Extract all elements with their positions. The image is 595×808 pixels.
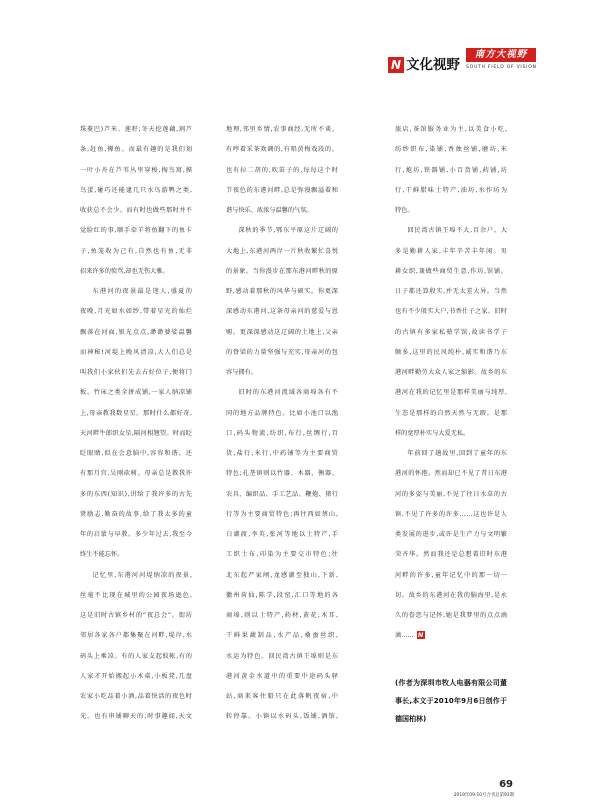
text-line: 镇,不见了许多的许多……这也许是人: [395, 510, 508, 518]
text-line: 一叶小舟在芦苇丛里穿梭,掏鸟窝,摸: [80, 166, 193, 174]
text-line: 旅店,茶馆服务业为主,以美食小吃,: [395, 126, 509, 133]
text-line: 人家才开始搬起小木桌,小板凳,几盘: [80, 672, 193, 680]
text-line: 港河黄金水道中的重要中途码头驿: [226, 672, 340, 680]
text-line: 耕女织,兼做些商贸生意,作坊,馆铺。: [395, 267, 508, 275]
text-line: 地理,邻里乡情,农事商经,无所不谈。: [226, 126, 339, 133]
text-line: 年的启蒙与早教。多少年过去,我至今: [80, 531, 193, 538]
text-line: 纺纱织布,染铺,香烛丝铺,磨坊,米: [395, 146, 509, 154]
text-line: 上,母亲教我数星星。那时什么都好奇,: [80, 409, 193, 417]
issue-info: 2019年09-10月合刊总第93期: [453, 793, 514, 798]
paragraph: [226, 383, 338, 727]
brand-name-banner: 南方大视野: [466, 48, 536, 62]
text-line: 颇多,这里的民风纯朴,诚实和谐乃东: [395, 348, 508, 356]
text-line: 样的宽厚朴实与大爱无私。: [395, 429, 470, 437]
text-line: 眨眼睛,似在会意脑中,容容和谐。还: [80, 450, 193, 457]
text-line: 年前回了趟故里,回到了童年的东: [407, 450, 508, 457]
text-line: 邻居各家各户都集聚在河畔,堤岸,水: [80, 632, 193, 640]
text-line: 也有拉二胡的,吹笛子的,每每这个时: [226, 166, 339, 174]
paragraph: [80, 282, 192, 566]
text-line: 子,鱼笼收为己有,自然也有鱼,无非: [80, 247, 194, 255]
text-line: 收获总不会少。而有时也做些那时并不: [80, 207, 193, 214]
text-line: 同的地方品牌特色。比如小池口以渔: [226, 409, 339, 417]
text-line: 节夜色的东港河畔,总是弥漫飘溢着和: [226, 186, 339, 194]
text-line: 的古镇有多家私塾学馆,故读书学子: [395, 328, 509, 336]
text-line: 工织土布,印染为主要交市特色;往: [226, 551, 340, 559]
text-line: 赐。更深深感动这辽阔的土地上,父亲: [226, 328, 339, 336]
text-line: 河畔的许多,童年记忆中的那一切一: [395, 571, 509, 579]
text-line: 特色;孔垄镇则以竹器、木器、衡器、: [226, 470, 339, 478]
text-line: 野,感动着那秋的风华与硕实。你更深: [226, 288, 339, 295]
text-line: 天河畔牛郎织女星,隔河相翘望。时而眨: [80, 429, 193, 437]
article-column-left: [80, 120, 192, 728]
paragraph: [80, 566, 192, 728]
text-line: 码头上乘凉。有的人家支起蚊帐,有的: [80, 652, 193, 660]
text-line: 行,干鲜腊味土特产,油坊,水作坊为: [395, 186, 509, 194]
text-line: 旧时的东港河流域各商埠各有不: [238, 389, 339, 397]
text-line: 深感动东港河,这条母亲河的慈爱与恩: [226, 308, 339, 316]
paragraph: [395, 444, 507, 647]
text-line: 光。也有串铺聊天的;时事趣闻,天文: [80, 713, 193, 721]
text-line: 觉脸红的事,顺手牵羊将鱼翻下的鱼卡: [80, 227, 193, 235]
text-line: 有那月宫,吴刚砍树。母亲总是教我许: [80, 470, 193, 478]
text-line: 类发展的进步,或许是生产力与文明繁: [395, 531, 508, 538]
text-line: 特色。: [395, 207, 414, 214]
text-line: 河的多姿与美丽,不见了往日水草的古: [395, 490, 508, 498]
text-line: 货,盐行,米行,中药铺等为主要商贸: [226, 450, 340, 457]
paragraph: [395, 221, 507, 444]
brand-logo-icon: N: [388, 57, 404, 73]
article-column-middle: [226, 120, 338, 728]
paragraph: [395, 120, 507, 221]
author-note-line: (作者为深圳市牧人电器有限公司董: [395, 679, 508, 687]
text-line: 水运为特色。回民湾古镇王埠则是东: [226, 652, 339, 660]
page-number: 69: [499, 779, 513, 790]
text-line: 白湖渡,李英,张河等地以土特产,手: [226, 531, 340, 538]
text-line: 多的东西(知识),讲给了我许多的古先: [80, 490, 193, 498]
text-line: 东港河的夜景最是迷人,盛夏的: [92, 288, 194, 295]
text-line: 这是旧时古镇乡村的“夜总会”。街坊: [80, 612, 193, 619]
end-mark-icon: N: [417, 631, 424, 640]
text-line: 终生不能忘怀。: [80, 551, 124, 559]
text-line: 徽州荷仙,陈学,段窑,汇口等地的各: [226, 591, 340, 599]
text-line: 而神秘!河堤上晚风清凉,大人们总是: [80, 348, 193, 356]
text-line: 北东起严家闸,龙感湖至独山,下新,: [226, 571, 340, 579]
text-line: 切。故乡的东港河在我的脑海里,是永: [395, 591, 508, 599]
text-line: 站,商来客往船只在此落帆夜宿,中: [226, 693, 340, 700]
text-line: 的脊梁的力量坚强与充实,母亲河的包: [226, 348, 339, 356]
text-line: 生态是那样的自然天然与无瑕。是那: [395, 409, 508, 417]
text-line: 荣齐华。然而我还是总想着旧时东港: [395, 551, 508, 559]
paragraph: [226, 221, 338, 383]
text-line: 多是勤耕人家,丰年辛苦丰年闲。男: [395, 247, 509, 255]
text-line: 珠菱巴)芦米、莲籽;冬天挖莲藕,割芦: [80, 126, 193, 133]
text-line: 行,炮坊,铁器铺,小百货铺,药铺,坊: [395, 166, 509, 174]
text-line: 农具、编织品、手工艺品、鞭炮、猪行: [226, 490, 339, 498]
paragraph: [226, 120, 338, 221]
text-line: 的景象。当你漫步在那东港河畔秋的原: [226, 267, 339, 275]
text-line: 港河的怀抱。然而却已不见了昔日东港: [395, 470, 508, 478]
text-line: 飘落在河面,银光点点,渺渺婆娑温馨: [80, 328, 193, 336]
text-line: 转停靠。小镇以水码头,饭铺,酒馆,: [226, 713, 340, 721]
text-line: 久的眷恋与记怀,她是我梦里的点点滴: [395, 612, 508, 619]
text-line: 谐与快乐、浓浓与温馨的气氛。: [226, 207, 313, 214]
text-line: 鸟蛋,碰巧还能逮几只水鸟游鸭之类,: [80, 186, 193, 194]
author-note: [395, 674, 507, 728]
text-line: 港河畔勤劳大众人家之缩影。故乡的东: [395, 369, 508, 376]
text-line: 港河在我的记忆里是那样美丽与纯厚,: [395, 389, 508, 397]
brand-subtitle: SOUTH FIELD OF VISION: [466, 65, 537, 70]
text-line: 日子都还算殷实,并无太差大异。当然: [395, 288, 508, 295]
text-line: 贤励志,勤奋的故事,给了我太多的童: [80, 510, 193, 518]
article-column-right: [395, 120, 507, 647]
paragraph: [80, 120, 192, 282]
text-line: 滴…… N: [395, 631, 424, 640]
author-note-line: 德国柏林): [395, 715, 427, 723]
text-line: 板、竹床之类全拼成铺,一家人纳凉铺: [80, 389, 193, 397]
text-line: 有哼着采茶欢调的,有唱黄梅戏段的。: [226, 146, 339, 154]
text-line: 干鲜果蔬制品,水产品,桑蚕丝织,: [226, 632, 340, 640]
text-line: 商埠,则以土特产,药材,黄花,木耳,: [226, 612, 340, 619]
text-line: 大地上,东港河两岸一片秋收繁忙喜悦: [226, 247, 339, 255]
text-line: 夜晚,月光如水如纱,带着星光的灿烂: [80, 308, 193, 316]
text-line: 行等为主要商贸特色;再往西如蔡山,: [226, 510, 339, 518]
text-line: 丝毫不比现在城里的公园夜场逊色,: [80, 591, 194, 599]
text-line: 回民湾古镇王埠不大,百余户。大: [407, 227, 508, 235]
text-line: 深秋的季节,鄂东平原这片辽阔的: [238, 227, 339, 235]
text-line: 农家小吃品着小酒,品着快活的夜色时: [80, 693, 193, 700]
text-line: 招来许多的愤骂,却也无伤大雅。: [80, 267, 169, 275]
section-title: 文化视野: [406, 57, 460, 73]
text-line: 容与拥有。: [226, 369, 257, 376]
text-line: 记忆里,东港河河堤纳凉的夜景,: [92, 571, 194, 579]
text-line: 也有不少殷实大户,书香仕子之家。旧时: [395, 308, 508, 316]
text-line: 口,码头物流,纺织,布行,丝绸行,百: [226, 429, 340, 437]
author-note-line: 事长,本文于2010年9月6日创作于: [395, 697, 508, 705]
text-line: 条,赶鱼,撵鱼。而最有趣的是我们划: [80, 146, 193, 154]
text-line: 叫我们小家伙们先去占好位子,便将门: [80, 369, 193, 376]
